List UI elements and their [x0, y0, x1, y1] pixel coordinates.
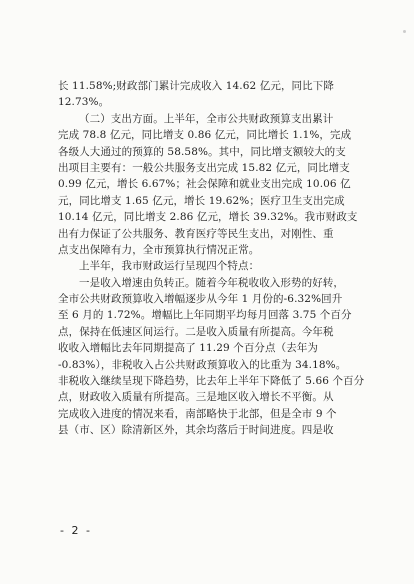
text-line: 10.14 亿元，同比增支 2.86 亿元，增长 39.32%。我市财政支	[58, 211, 358, 224]
text-line: 出有力保证了公共服务、教育医疗等民生支出，对刚性、重	[58, 227, 334, 240]
paragraph-start-line: 一是收入增速由负转正。随着今年税收收入形势的好转，	[79, 276, 344, 289]
text-line: 长 11.58%;财政部门累计完成收入 14.62 亿元，同比下降	[58, 80, 334, 92]
text-line: 完成 78.8 亿元，同比增支 0.86 亿元，同比增长 1.1%，完成	[58, 129, 352, 142]
text-line: 各级人大通过的预算的 58.58%。其中，同比增支额较大的支	[58, 145, 346, 158]
scan-dot	[403, 30, 406, 33]
text-line: 0.99 亿元，增长 6.67%；社会保障和就业支出完成 10.06 亿	[58, 178, 351, 191]
text-line: 至 6 月的 1.72%。增幅比上年同期平均每月回落 3.75 个百分	[58, 309, 352, 322]
paragraph-start-line: 上半年，我市财政运行呈现四个特点：	[79, 260, 260, 273]
text-line: 非税收入继续呈现下降趋势，比去年上半年下降低了 5.66 个百分	[58, 375, 365, 388]
text-line: 收收入增幅比去年同期提高了 11.29 个百分点（去年为	[58, 342, 319, 355]
text-line: 县（市、区）除清新区外，其余均落后于时间进度。四是收	[58, 424, 334, 437]
text-line: 元，同比增支 1.65 亿元，增长 19.62%；医疗卫生支出完成	[58, 194, 345, 207]
text-line: 完成收入进度的情况来看，南部略快于北部，但是全市 9 个	[58, 407, 337, 420]
text-line: 点支出保障有力，全市预算执行情况正常。	[58, 243, 260, 256]
text-line: 点，保持在低速区间运行。二是收入质量有所提高。今年税	[58, 325, 334, 338]
text-line: 点，财政收入质量有所提高。三是地区收入增长不平衡。从	[58, 391, 334, 404]
section-heading-line: （二）支出方面。上半年，全市公共财政预算支出累计	[79, 112, 334, 125]
text-line: -0.83%），非税收入占公共财政预算收入的比重为 34.18%。	[58, 358, 347, 371]
document-body	[58, 78, 366, 439]
page-number: - 2 -	[60, 524, 92, 537]
text-line: 全市公共财政预算收入增幅逐步从今年 1 月份的-6.32%回升	[58, 293, 343, 306]
text-line: 12.73%。	[58, 96, 110, 109]
text-line: 出项目主要有：一般公共服务支出完成 15.82 亿元，同比增支	[58, 161, 350, 174]
